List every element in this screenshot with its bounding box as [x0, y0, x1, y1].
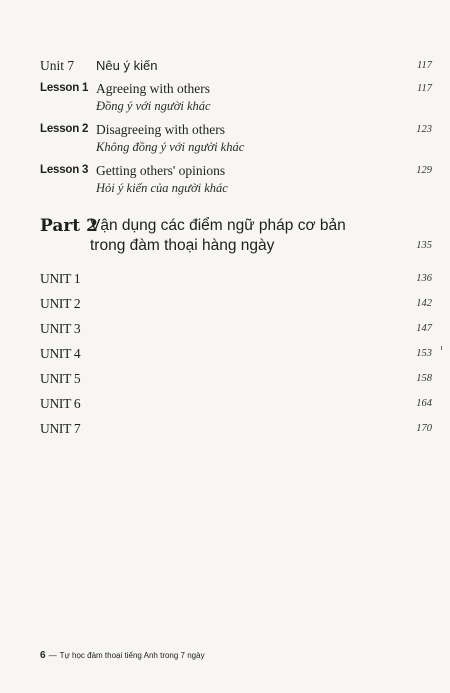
page-number: 147 — [416, 323, 432, 334]
lesson-title: Getting others' opinions — [96, 163, 226, 178]
page-footer — [40, 650, 205, 661]
unit-title: Nêu ý kiến — [96, 58, 158, 73]
unit-label: UNIT 1 — [40, 271, 81, 286]
page-number: 117 — [417, 60, 432, 71]
lesson-subtitle: Đồng ý với người khác — [96, 99, 211, 113]
toc-unit-row — [40, 396, 432, 412]
toc-lesson-2 — [40, 122, 432, 158]
page-number: 129 — [416, 165, 432, 176]
footer-dash: — — [48, 651, 57, 660]
page-number: 164 — [416, 398, 432, 409]
unit-label: UNIT 5 — [40, 371, 81, 386]
page-number: 170 — [416, 423, 432, 434]
lesson-label: Lesson 1 — [40, 82, 89, 94]
part-label: Part 2 — [40, 216, 98, 236]
unit-label: UNIT 2 — [40, 296, 81, 311]
part-title-line-1: Vận dụng các điểm ngữ pháp cơ bản — [90, 217, 346, 234]
footer-book-title: Tự học đàm thoại tiếng Anh trong 7 ngày — [59, 651, 205, 660]
toc-unit-row — [40, 296, 432, 312]
page-number: 158 — [416, 373, 432, 384]
page-number: 123 — [416, 124, 432, 135]
lesson-title: Agreeing with others — [96, 81, 210, 96]
lesson-title: Disagreeing with others — [96, 122, 225, 137]
page-number: 136 — [416, 273, 432, 284]
toc-lesson-1 — [40, 81, 432, 117]
page-number: 153 — [416, 348, 432, 359]
toc-unit-row — [40, 346, 432, 362]
unit-label: UNIT 7 — [40, 421, 81, 436]
lesson-label: Lesson 2 — [40, 123, 89, 135]
page-number: 117 — [417, 83, 432, 94]
toc-unit-row — [40, 321, 432, 337]
toc-part-heading — [40, 216, 432, 260]
toc-unit-heading — [40, 58, 432, 76]
unit-label: UNIT 4 — [40, 346, 81, 361]
scan-speck — [441, 346, 442, 350]
footer-page-number: 6 — [40, 650, 46, 661]
toc-lesson-3 — [40, 163, 432, 199]
lesson-subtitle: Không đồng ý với người khác — [96, 140, 245, 154]
part-title-line-2: trong đàm thoại hàng ngày — [90, 237, 275, 254]
unit-label: UNIT 6 — [40, 396, 81, 411]
toc-unit-row — [40, 271, 432, 287]
toc-unit-row — [40, 421, 432, 437]
page-number: 135 — [416, 240, 432, 251]
toc-unit-row — [40, 371, 432, 387]
unit-label: UNIT 3 — [40, 321, 81, 336]
unit-label: Unit 7 — [40, 58, 75, 73]
lesson-label: Lesson 3 — [40, 164, 89, 176]
page-number: 142 — [416, 298, 432, 309]
lesson-subtitle: Hỏi ý kiến của người khác — [96, 181, 228, 195]
